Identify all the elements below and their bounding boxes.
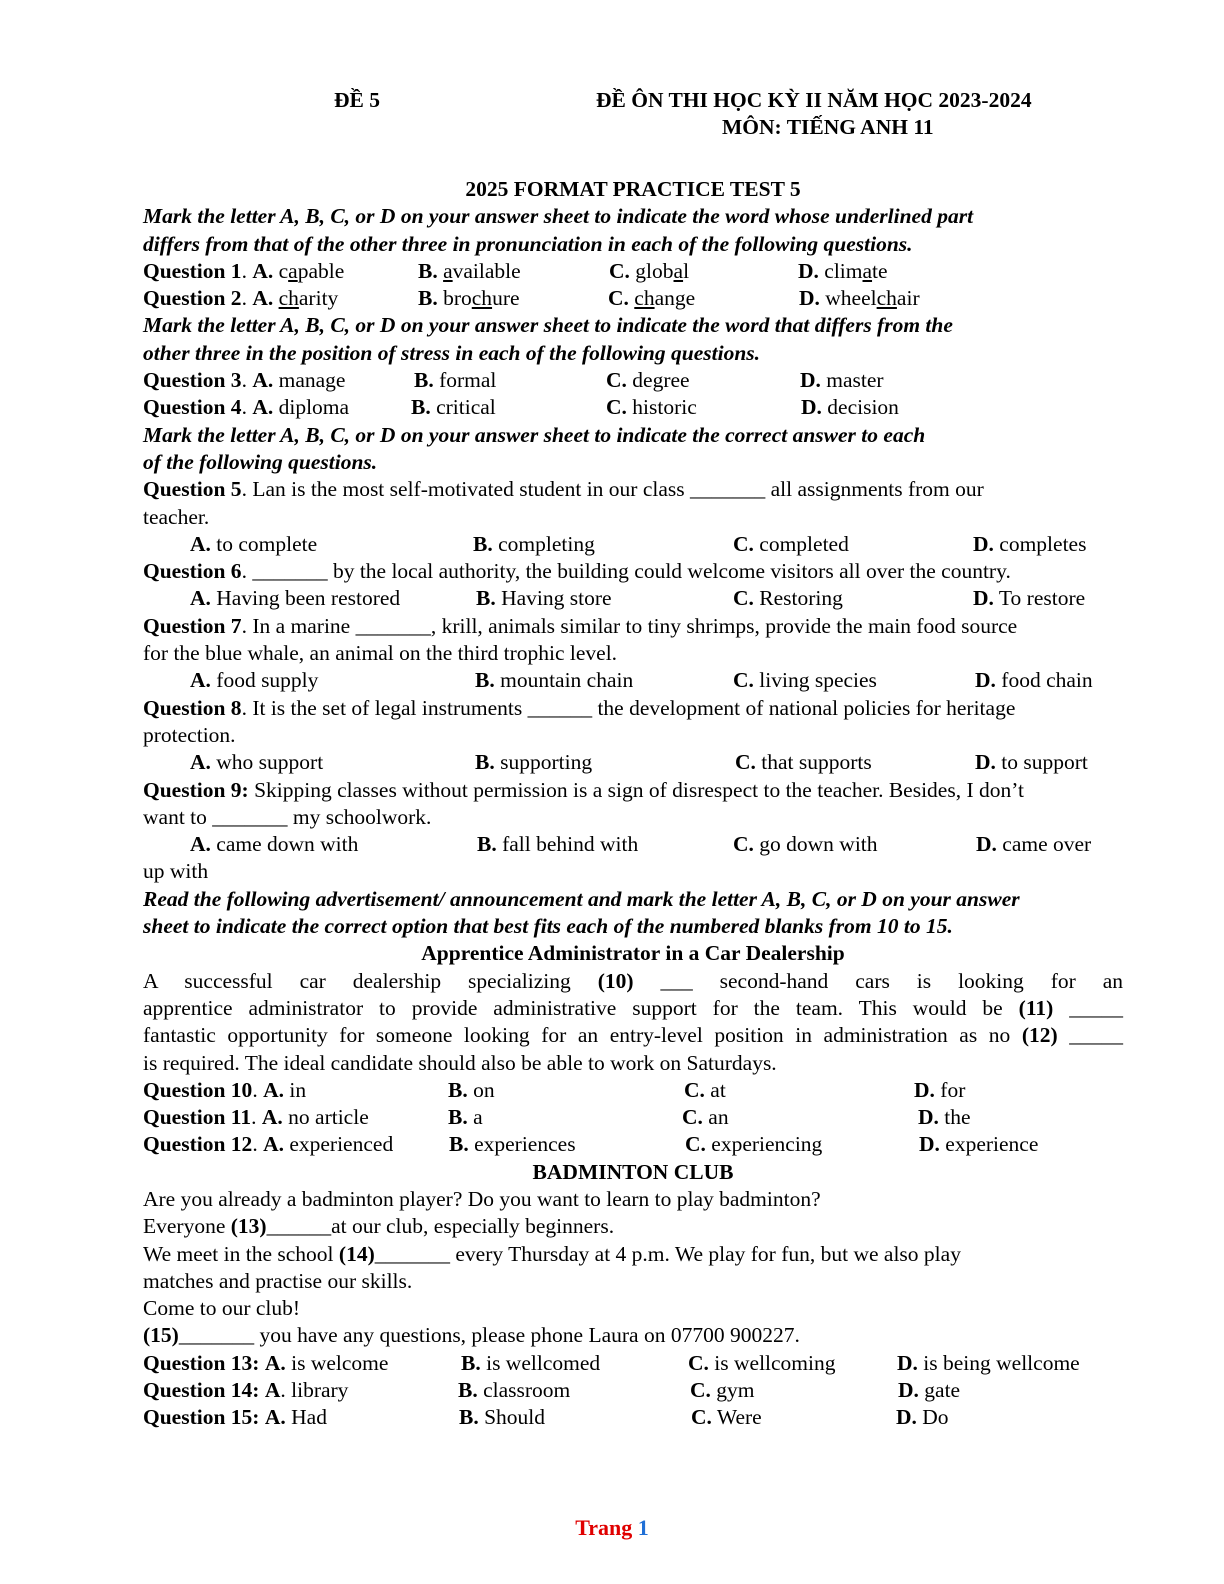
option-d: D. to support (975, 750, 1088, 775)
option-d: D. wheelchair (799, 286, 920, 311)
option-d: D. climate (798, 258, 888, 283)
option-d: D. food chain (975, 668, 1093, 693)
question-label: Question 10 (143, 1077, 253, 1102)
question-1: Question 1. A. capable B. available C. global D. climate (143, 258, 1123, 285)
option-d: D. master (800, 368, 884, 393)
option-d: D. experience (919, 1132, 1039, 1157)
question-label: Question 3 (143, 368, 242, 393)
question-6-options (143, 585, 1123, 612)
option-a: A. Having been restored (190, 586, 401, 611)
option-d: D. is being wellcome (897, 1350, 1080, 1375)
question-9-stem: Question 9: Skipping classes without permission is a sign of disrespect to the teacher. Besides, I don’t (143, 777, 1024, 802)
option-c: C. at (684, 1077, 726, 1102)
option-b: B. brochure (418, 286, 520, 311)
option-a: capable (278, 258, 345, 283)
option-b: B. mountain chain (475, 668, 634, 693)
option-c: C. completed (733, 531, 849, 556)
club-line-1: Are you already a badminton player? Do you want to learn to play badminton? (143, 1186, 821, 1211)
option-a: manage (278, 368, 346, 393)
option-c: C. change (608, 286, 696, 311)
option-d: D. To restore (973, 586, 1086, 611)
question-8-options (143, 749, 1123, 776)
question-5-stem-cont: teacher. (143, 504, 210, 529)
question-label: Question 11 (143, 1105, 252, 1130)
option-b: B. formal (414, 368, 497, 393)
option-b: B. Should (459, 1405, 546, 1430)
option-a: A. to complete (190, 531, 318, 556)
question-label: Question 13: (143, 1350, 260, 1375)
advertisement-title: Apprentice Administrator in a Car Dealership (421, 941, 845, 966)
option-c: C. go down with (733, 832, 878, 857)
question-8-stem-cont: protection. (143, 722, 236, 747)
question-label: Question 8 (143, 695, 242, 720)
page-number-value: 1 (637, 1515, 649, 1540)
exam-title: ĐỀ ÔN THI HỌC KỲ II NĂM HỌC 2023-2024 (596, 88, 1032, 112)
club-line-6: (15)_______ you have any questions, please phone Laura on 07700 900227. (143, 1323, 800, 1348)
option-a: A. food supply (190, 668, 319, 693)
exam-content (143, 176, 1123, 1432)
option-b: B. fall behind with (477, 832, 639, 857)
instruction-stress-2: other three in the position of stress in each of the following questions. (143, 340, 761, 365)
option-a: . library (280, 1378, 349, 1403)
question-11: Question 11. A. no article B. a C. an D. the (143, 1104, 1123, 1131)
question-label: Question 9: (143, 777, 249, 802)
club-line-5: Come to our club! (143, 1296, 301, 1321)
option-b: B. completing (473, 531, 595, 556)
question-7-options (143, 667, 1123, 694)
option-d: D. came over (976, 832, 1092, 857)
option-c: C. Restoring (733, 586, 843, 611)
option-a: A. who support (190, 750, 324, 775)
option-c: C. degree (606, 368, 690, 393)
question-5-stem: Question 5. Lan is the most self-motivated student in our class _______ all assignments from our (143, 477, 984, 502)
test-title: 2025 FORMAT PRACTICE TEST 5 (465, 177, 801, 201)
option-c: C. Were (691, 1405, 762, 1430)
question-label: Question 2 (143, 286, 242, 311)
page-number (0, 1514, 1224, 1541)
instruction-reading-1: Read the following advertisement/ announcement and mark the letter A, B, C, or D on your answer (143, 886, 1020, 911)
question-6-stem: Question 6. _______ by the local authority, the building could welcome visitors all over the country. (143, 559, 1011, 584)
option-d: D. the (918, 1105, 971, 1130)
option-c: C. an (682, 1105, 729, 1130)
advertisement-line-3: fantastic opportunity for someone looking for an entry-level position in administration as no (12) _____ (143, 1023, 1124, 1048)
question-label: Question 15: (143, 1405, 260, 1430)
option-a: Had (291, 1405, 327, 1430)
question-label: Question 1 (143, 258, 242, 283)
option-a: charity (278, 286, 339, 311)
question-2: Question 2. A. charity B. brochure C. change D. wheelchair (143, 285, 1123, 312)
advertisement-line-1: A successful car dealership specializing (10) ___ second-hand cars is looking for an (143, 968, 1124, 993)
question-9-options (143, 831, 1123, 858)
question-label: Question 6 (143, 559, 242, 584)
question-14: Question 14: A. library B. classroom C. gym D. gate (143, 1377, 1123, 1404)
option-c: C. experiencing (685, 1132, 823, 1157)
advertisement-line-2: apprentice administrator to provide administrative support for the team. This would be (11) _____ (143, 995, 1123, 1020)
option-c: C. historic (606, 395, 697, 420)
question-10: Question 10. A. in B. on C. at D. for (143, 1077, 1123, 1104)
option-a: no article (288, 1105, 369, 1130)
instruction-correct-2: of the following questions. (143, 449, 378, 474)
instruction-pronunciation-2: differs from that of the other three in pronunciation in each of the following questions. (143, 231, 913, 256)
option-c: C. gym (690, 1378, 755, 1403)
question-4: Question 4. A. diploma B. critical C. historic D. decision (143, 394, 1123, 421)
option-b: B. Having store (476, 586, 612, 611)
option-b: B. critical (411, 395, 496, 420)
question-15: Question 15: A. Had B. Should C. Were D. Do (143, 1404, 1123, 1431)
option-d: D. for (914, 1077, 966, 1102)
option-b: B. a (448, 1105, 483, 1130)
question-5-options (143, 531, 1123, 558)
question-7-stem-cont: for the blue whale, an animal on the third trophic level. (143, 641, 618, 666)
option-b: B. is wellcomed (461, 1350, 601, 1375)
option-d: D. gate (898, 1378, 961, 1403)
question-9-option-d-cont: up with (143, 859, 209, 884)
option-a: experienced (289, 1132, 394, 1157)
page-word: Trang (575, 1515, 633, 1540)
exam-subject: MÔN: TIẾNG ANH 11 (722, 115, 934, 139)
option-c: C. global (609, 258, 690, 283)
option-a: A. came down with (190, 832, 359, 857)
question-8-stem: Question 8. It is the set of legal instruments ______ the development of national policies for heritage (143, 695, 1016, 720)
exam-code: ĐỀ 5 (334, 88, 380, 112)
question-12: Question 12. A. experienced B. experiences C. experiencing D. experience (143, 1131, 1123, 1158)
instruction-stress-1: Mark the letter A, B, C, or D on your answer sheet to indicate the word that differs from the (143, 313, 953, 338)
question-7-stem: Question 7. In a marine _______, krill, animals similar to tiny shrimps, provide the main food source (143, 613, 1018, 638)
option-b: B. supporting (475, 750, 593, 775)
club-line-2: Everyone (13)______at our club, especially beginners. (143, 1214, 615, 1239)
question-9-stem-cont: want to _______ my schoolwork. (143, 804, 432, 829)
option-d: D. decision (801, 395, 899, 420)
instruction-pronunciation-1: Mark the letter A, B, C, or D on your answer sheet to indicate the word whose underlined part (143, 204, 974, 229)
option-b: B. classroom (458, 1378, 571, 1403)
question-label: Question 5 (143, 477, 242, 502)
instruction-reading-2: sheet to indicate the correct option that best fits each of the numbered blanks from 10 to 15. (143, 914, 953, 939)
option-a: is welcome (291, 1350, 389, 1375)
question-13: Question 13: A. is welcome B. is wellcomed C. is wellcoming D. is being wellcome (143, 1350, 1123, 1377)
option-d: D. Do (896, 1405, 949, 1430)
club-title: BADMINTON CLUB (532, 1159, 734, 1184)
club-line-4: matches and practise our skills. (143, 1268, 413, 1293)
option-c: C. that supports (735, 750, 872, 775)
option-b: B. experiences (449, 1132, 576, 1157)
question-label: Question 14: (143, 1378, 260, 1403)
instruction-correct-1: Mark the letter A, B, C, or D on your answer sheet to indicate the correct answer to each (143, 422, 926, 447)
option-c: C. is wellcoming (688, 1350, 836, 1375)
question-label: Question 12 (143, 1132, 253, 1157)
option-a: in (289, 1077, 307, 1102)
option-b: B. available (418, 258, 521, 283)
option-d: D. completes (973, 531, 1087, 556)
club-line-3: We meet in the school (14)_______ every Thursday at 4 p.m. We play for fun, but we also play (143, 1241, 961, 1266)
advertisement-line-4: is required. The ideal candidate should also be able to work on Saturdays. (143, 1050, 777, 1075)
option-a: diploma (278, 395, 350, 420)
question-label: Question 4 (143, 395, 242, 420)
question-3: Question 3. A. manage B. formal C. degree D. master (143, 367, 1123, 394)
question-label: Question 7 (143, 613, 242, 638)
option-b: B. on (448, 1077, 495, 1102)
option-c: C. living species (733, 668, 877, 693)
